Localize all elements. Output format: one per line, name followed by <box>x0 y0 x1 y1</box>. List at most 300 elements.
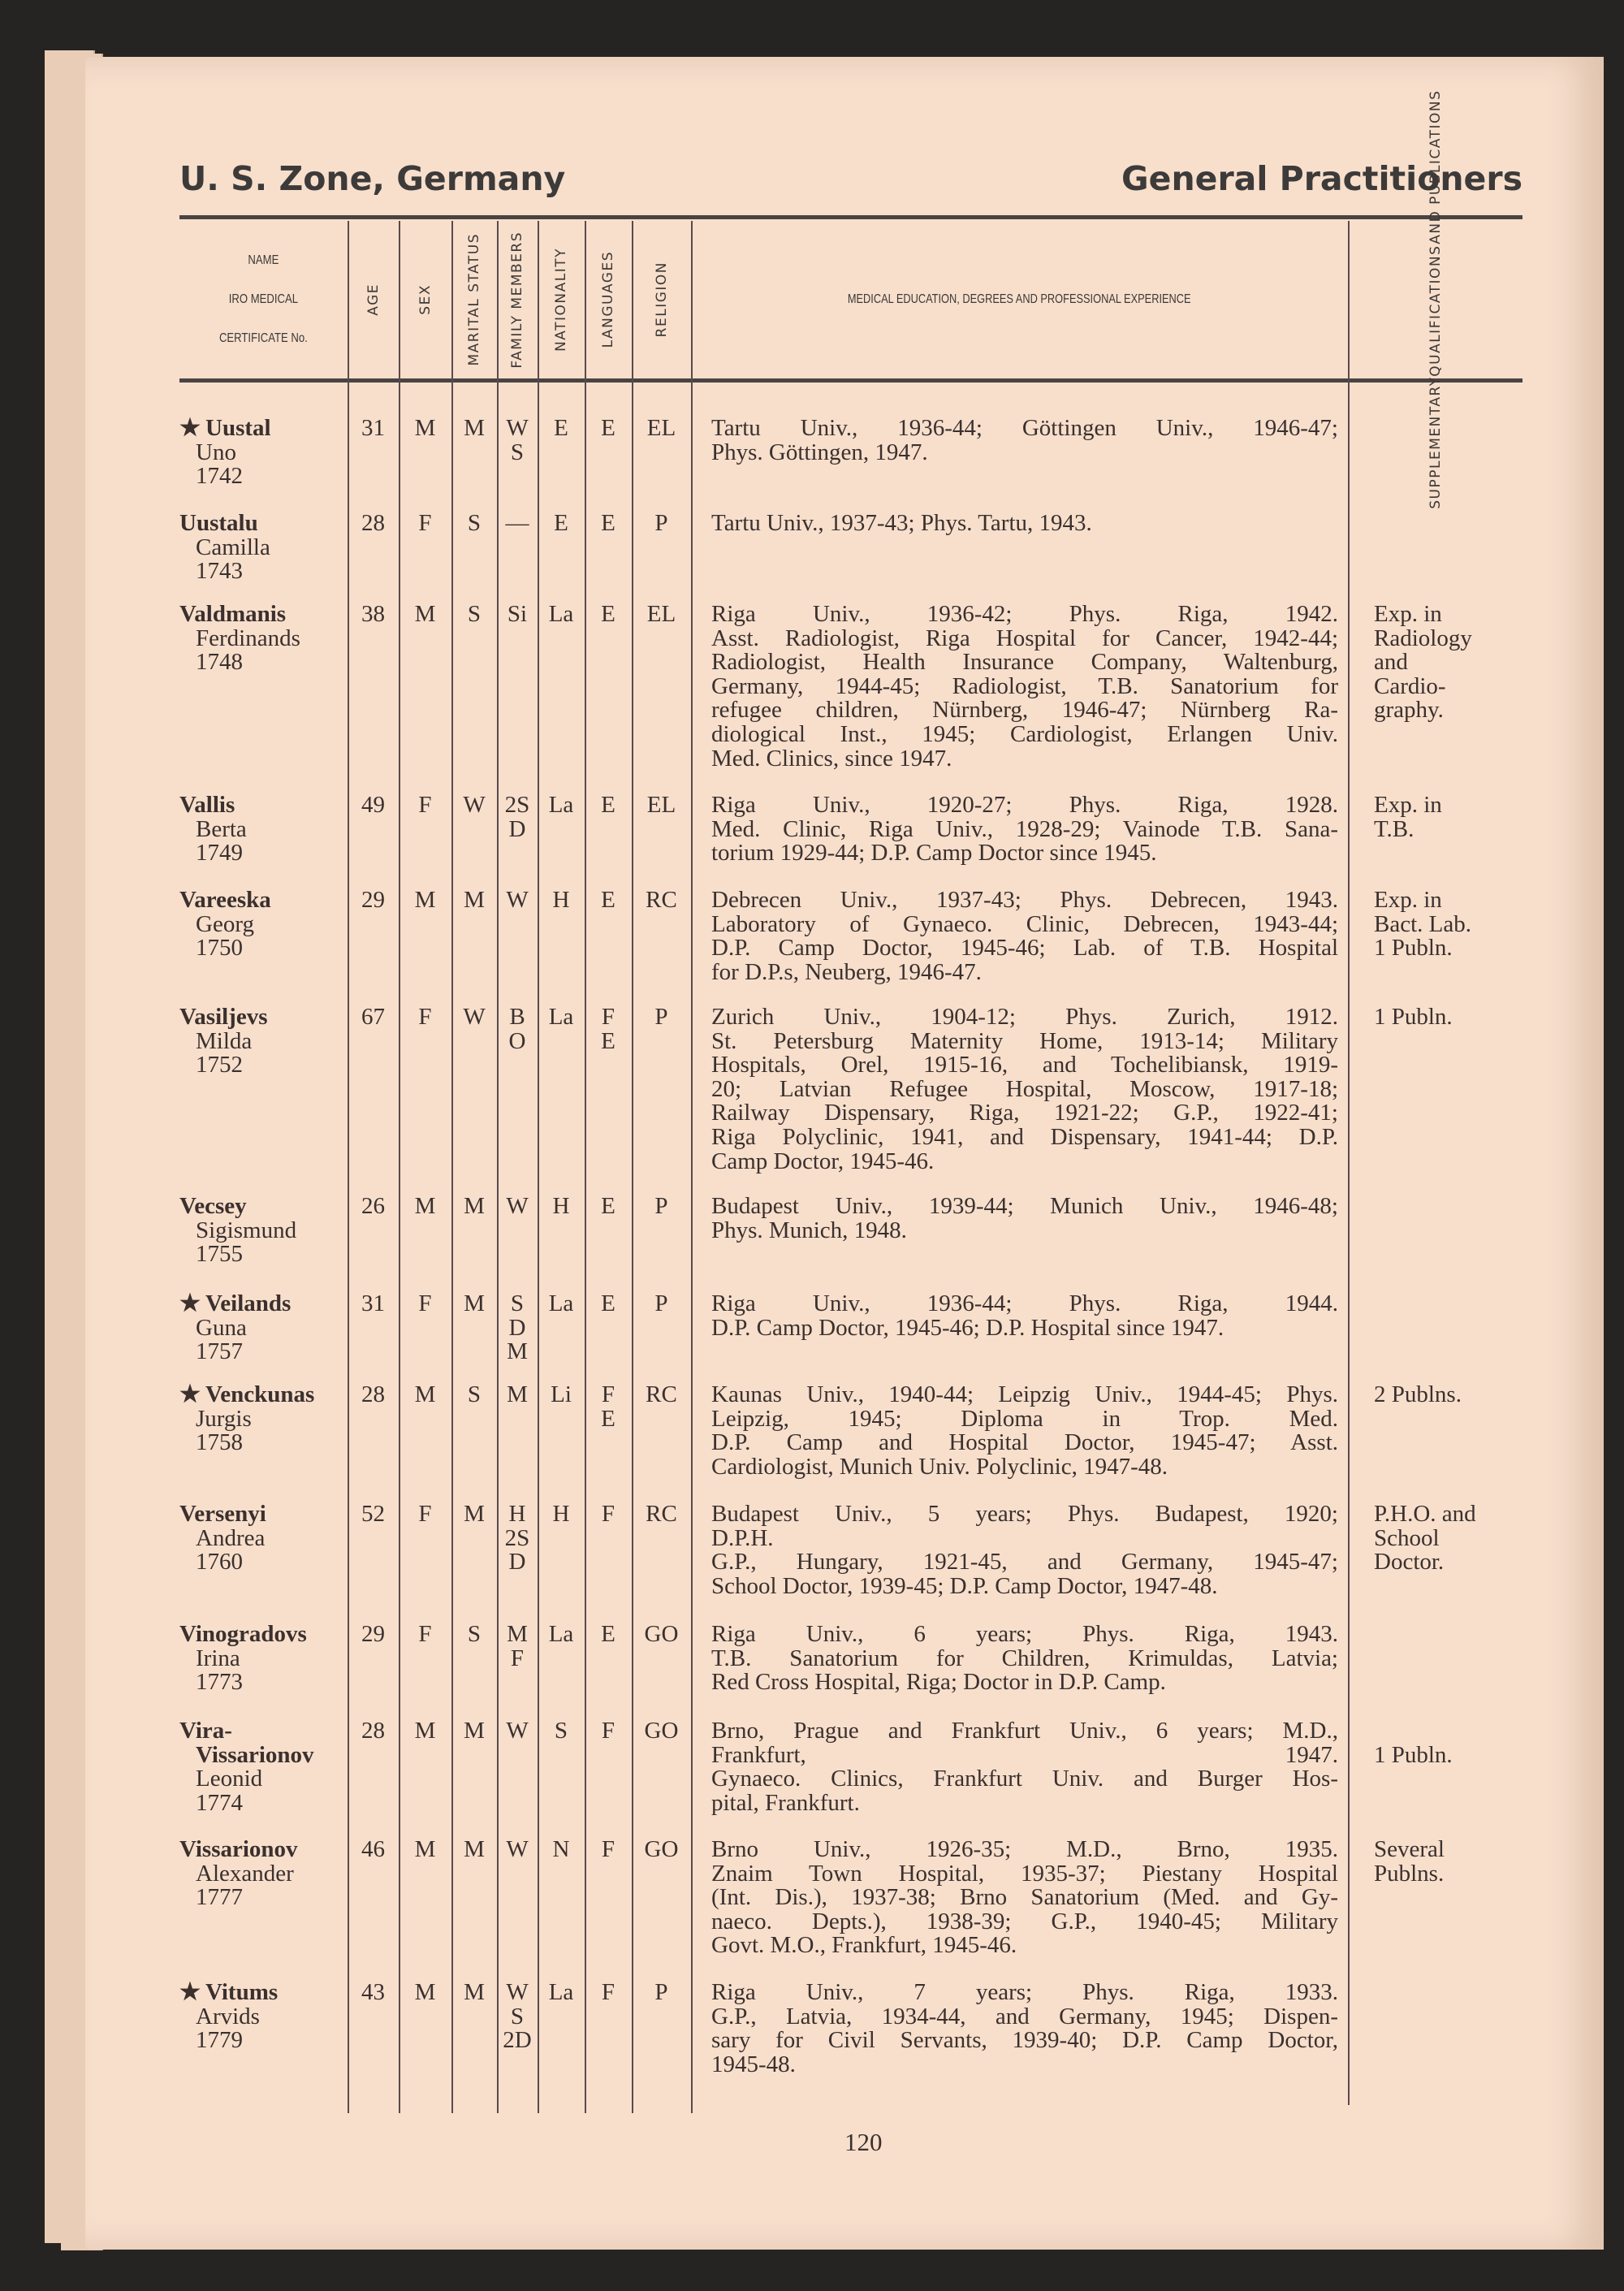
age-value: 26 <box>361 1193 385 1219</box>
supplementary-line: 1 Publn. <box>1374 1004 1453 1030</box>
name-cell <box>179 1005 348 1078</box>
nationality-cell <box>538 1623 585 1647</box>
experience-line: Germany, 1944-45; Radiologist, T.B. Sanatorium for <box>711 672 1338 699</box>
column-divider <box>538 221 539 2113</box>
given-name: Guna <box>196 1314 247 1341</box>
family-value: W <box>506 1193 529 1219</box>
supplementary-cell <box>1374 888 1520 961</box>
nationality-value: La <box>548 601 574 627</box>
experience-line: Riga Univ., 1936-42; Phys. Riga, 1942. <box>711 601 1338 627</box>
name-cell <box>179 1383 348 1455</box>
family-cell <box>497 1292 538 1364</box>
surname <box>179 1838 348 1862</box>
experience-line: Budapest Univ., 5 years; Phys. Budapest, 1920; <box>711 1501 1338 1527</box>
family-value: D <box>508 815 526 842</box>
age-value: 46 <box>361 1836 385 1862</box>
given-name: Sigismund <box>196 1217 297 1243</box>
religion-value: RC <box>646 1381 677 1407</box>
surname <box>179 512 348 536</box>
languages-value: F <box>601 1718 615 1744</box>
sex-value: M <box>414 1381 436 1407</box>
languages-cell <box>585 1981 632 2005</box>
col-header-name-line: CERTIFICATE No. <box>219 331 308 345</box>
sex-cell <box>399 1838 451 1862</box>
surname-text: Veilands <box>205 1290 292 1316</box>
age-value: 28 <box>361 1381 385 1407</box>
given-name: Alexander <box>196 1860 294 1887</box>
age-cell <box>348 1838 399 1862</box>
religion-cell <box>632 1502 691 1527</box>
experience-line: Riga Polyclinic, 1941, and Dispensary, 1941-44; D.P. <box>711 1123 1338 1150</box>
sex-cell <box>399 1623 451 1647</box>
languages-cell <box>585 512 632 536</box>
religion-value: GO <box>644 1718 679 1744</box>
surname-text: Vissarionov <box>179 1836 298 1862</box>
languages-value: E <box>601 887 615 913</box>
nationality-cell <box>538 1981 585 2005</box>
sex-value: F <box>418 792 432 818</box>
religion-value: EL <box>646 792 676 818</box>
sex-cell <box>399 1005 451 1030</box>
sex-cell <box>399 1195 451 1219</box>
age-value: 67 <box>361 1004 385 1030</box>
family-value: — <box>505 510 529 536</box>
certificate-number: 1748 <box>196 649 243 676</box>
age-value: 29 <box>361 887 385 913</box>
column-divider <box>632 221 633 2113</box>
religion-cell <box>632 417 691 441</box>
certificate-number: 1760 <box>196 1549 243 1576</box>
surname <box>179 1005 348 1030</box>
marital-cell <box>451 793 497 818</box>
col-header-nationality: NATIONALITY <box>553 248 569 352</box>
sex-cell <box>399 793 451 818</box>
surname-text: Venckunas <box>205 1381 315 1407</box>
given-name: Jurgis <box>196 1405 252 1432</box>
supplementary-cell <box>1374 603 1520 723</box>
experience-line: D.P. Camp Doctor, 1945-46; D.P. Hospital since 1947. <box>711 1314 1224 1341</box>
religion-cell <box>632 1838 691 1862</box>
religion-cell <box>632 1383 691 1407</box>
sex-cell <box>399 1383 451 1407</box>
header-left-title: U. S. Zone, Germany <box>179 159 566 198</box>
sex-value: F <box>418 1501 432 1527</box>
certificate-number: 1773 <box>196 1669 243 1696</box>
sex-value: M <box>414 1836 436 1862</box>
sex-value: M <box>414 1193 436 1219</box>
marital-value: M <box>464 1836 485 1862</box>
sex-cell <box>399 1502 451 1527</box>
experience-line: pital, Frankfurt. <box>711 1789 860 1816</box>
religion-value: P <box>654 1979 668 2005</box>
nationality-value: La <box>548 1979 574 2005</box>
languages-value: E <box>601 415 615 441</box>
name-cell <box>179 1719 348 1815</box>
supplementary-line: Cardio- <box>1374 672 1446 699</box>
age-cell <box>348 1005 399 1030</box>
experience-line: Hospitals, Orel, 1915-16, and Tochelibiansk, 1919- <box>711 1052 1338 1078</box>
supplementary-line: 1 Publn. <box>1374 935 1453 962</box>
surname-text: Vira- <box>179 1718 232 1744</box>
surname-text: Vasiljevs <box>179 1004 268 1030</box>
supplementary-line: T.B. <box>1374 815 1415 842</box>
nationality-cell <box>538 1383 585 1407</box>
sex-cell <box>399 603 451 627</box>
surname <box>179 888 348 913</box>
surname <box>179 1719 348 1744</box>
languages-cell <box>585 1005 632 1053</box>
family-value: O <box>508 1027 526 1054</box>
star-icon: ★ <box>179 1381 201 1407</box>
certificate-number: 1758 <box>196 1429 243 1456</box>
name-cell <box>179 603 348 675</box>
experience-line: torium 1929-44; D.P. Camp Doctor since 1945. <box>711 840 1157 867</box>
experience-line: Kaunas Univ., 1940-44; Leipzig Univ., 1944-45; Phys. <box>711 1381 1338 1407</box>
family-value: W <box>506 1836 529 1862</box>
surname <box>179 1502 348 1527</box>
religion-value: EL <box>646 601 676 627</box>
family-value: M <box>507 1338 528 1365</box>
religion-value: GO <box>644 1621 679 1647</box>
experience-line: Leipzig, 1945; Diploma in Trop. Med. <box>711 1405 1338 1432</box>
marital-cell <box>451 1383 497 1407</box>
surname <box>179 603 348 627</box>
column-divider <box>497 221 499 2113</box>
age-cell <box>348 603 399 627</box>
name-cell <box>179 512 348 584</box>
family-cell <box>497 1623 538 1671</box>
nationality-cell <box>538 1195 585 1219</box>
nationality-cell <box>538 1292 585 1316</box>
experience-line: diological Inst., 1945; Cardiologist, Erlangen Univ. <box>711 720 1338 747</box>
supplementary-line: Exp. in <box>1374 792 1442 818</box>
family-cell <box>497 1502 538 1575</box>
marital-value: M <box>464 1979 485 2005</box>
marital-value: M <box>464 1290 485 1316</box>
experience-line: Tartu Univ., 1937-43; Phys. Tartu, 1943. <box>711 510 1092 536</box>
star-icon: ★ <box>179 415 201 441</box>
experience-line: Radiologist, Health Insurance Company, Waltenburg, <box>711 649 1338 676</box>
col-header-religion: RELIGION <box>653 262 670 338</box>
nationality-cell <box>538 793 585 818</box>
marital-cell <box>451 888 497 913</box>
family-value: M <box>507 1381 528 1407</box>
supplementary-line: 2 Publns. <box>1374 1381 1462 1407</box>
religion-cell <box>632 512 691 536</box>
age-value: 49 <box>361 792 385 818</box>
religion-cell <box>632 888 691 913</box>
experience-cell <box>711 1981 1338 2077</box>
languages-value: F <box>601 1004 615 1030</box>
family-cell <box>497 417 538 465</box>
sex-cell <box>399 512 451 536</box>
family-value: W <box>506 1979 529 2005</box>
marital-value: M <box>464 887 485 913</box>
experience-line: Gynaeco. Clinics, Frankfurt Univ. and Burger Hos- <box>711 1766 1338 1792</box>
languages-cell <box>585 1719 632 1744</box>
experience-cell <box>711 1005 1338 1174</box>
name-cell <box>179 417 348 489</box>
col-header-name <box>179 221 348 378</box>
supplementary-cell <box>1374 1005 1520 1030</box>
given-name: Ferdinands <box>196 625 300 651</box>
certificate-number: 1743 <box>196 558 243 585</box>
marital-cell <box>451 1195 497 1219</box>
surname <box>179 1383 348 1407</box>
age-value: 43 <box>361 1979 385 2005</box>
marital-value: W <box>463 792 486 818</box>
nationality-value: E <box>554 510 568 536</box>
marital-value: S <box>467 601 482 627</box>
experience-line: naeco. Depts.), 1938-39; G.P., 1940-45; Military <box>711 1908 1338 1934</box>
age-cell <box>348 1719 399 1744</box>
sex-value: F <box>418 1290 432 1316</box>
supplementary-line: graphy. <box>1374 697 1444 724</box>
languages-cell <box>585 1383 632 1431</box>
nationality-value: E <box>554 415 568 441</box>
sex-value: F <box>418 510 432 536</box>
column-divider <box>585 221 586 2113</box>
family-cell <box>497 1981 538 2053</box>
experience-cell <box>711 1383 1338 1479</box>
languages-value: E <box>601 1405 615 1432</box>
name-cell <box>179 1292 348 1364</box>
supplementary-line: Publns. <box>1374 1860 1445 1887</box>
marital-value: M <box>464 1193 485 1219</box>
age-cell <box>348 1195 399 1219</box>
name-cell <box>179 888 348 961</box>
family-value: D <box>508 1314 526 1341</box>
surname-text: Vinogradovs <box>179 1621 307 1647</box>
age-value: 29 <box>361 1621 385 1647</box>
experience-line: Tartu Univ., 1936-44; Göttingen Univ., 1946-47; <box>711 415 1338 441</box>
name-cell <box>179 1623 348 1695</box>
age-value: 52 <box>361 1501 385 1527</box>
family-value: S <box>510 1290 525 1316</box>
given-name: Leonid <box>196 1766 263 1792</box>
experience-line: Brno Univ., 1926-35; M.D., Brno, 1935. <box>711 1836 1338 1862</box>
given-name: Uno <box>196 439 236 465</box>
languages-value: E <box>601 792 615 818</box>
languages-value: F <box>601 1979 615 2005</box>
given-name: Berta <box>196 815 247 842</box>
marital-cell <box>451 603 497 627</box>
surname-text: Vitums <box>205 1979 279 2005</box>
experience-line: Med. Clinics, since 1947. <box>711 745 952 772</box>
marital-cell <box>451 1981 497 2005</box>
col-header-languages: LANGUAGES <box>600 251 616 348</box>
given-name: Irina <box>196 1645 240 1671</box>
col-header-supplementary: SUPPLEMENTARY QUALIFICATIONS AND PUBLICATIONS <box>1427 90 1444 509</box>
given-name: Georg <box>196 910 254 937</box>
languages-value: F <box>601 1501 615 1527</box>
marital-value: S <box>467 1621 482 1647</box>
nationality-cell <box>538 603 585 627</box>
experience-line: Med. Clinic, Riga Univ., 1928-29; Vainode T.B. Sana- <box>711 815 1338 842</box>
languages-cell <box>585 793 632 818</box>
age-cell <box>348 512 399 536</box>
supplementary-line: Radiology <box>1374 625 1472 651</box>
star-icon: ★ <box>179 1979 201 2005</box>
col-header-name-line: IRO MEDICAL <box>228 292 299 306</box>
experience-line: Brno, Prague and Frankfurt Univ., 6 years; M.D., <box>711 1718 1338 1744</box>
age-cell <box>348 1502 399 1527</box>
certificate-number: 1777 <box>196 1884 243 1911</box>
surname <box>179 417 348 441</box>
languages-cell <box>585 1502 632 1527</box>
experience-line: Zurich Univ., 1904-12; Phys. Zurich, 1912. <box>711 1004 1338 1030</box>
languages-cell <box>585 603 632 627</box>
family-value: 2S <box>504 1524 530 1551</box>
religion-cell <box>632 1195 691 1219</box>
certificate-number: 1750 <box>196 935 243 962</box>
col-header-name-line: NAME <box>248 253 279 267</box>
nationality-value: Li <box>551 1381 572 1407</box>
religion-cell <box>632 1005 691 1030</box>
languages-value: E <box>601 601 615 627</box>
languages-value: E <box>601 1621 615 1647</box>
supplementary-cell <box>1374 1502 1520 1575</box>
languages-cell <box>585 1838 632 1862</box>
marital-cell <box>451 1623 497 1647</box>
experience-line: Laboratory of Gynaeco. Clinic, Debrecen, 1943-44; <box>711 910 1338 937</box>
nationality-value: La <box>548 1621 574 1647</box>
col-header-sex: SEX <box>417 284 434 315</box>
religion-value: RC <box>646 887 677 913</box>
sex-value: M <box>414 1979 436 2005</box>
nationality-value: La <box>548 1004 574 1030</box>
certificate-number: 1742 <box>196 463 243 490</box>
top-rule <box>179 215 1522 219</box>
experience-line: refugee children, Nürnberg, 1946-47; Nürnberg Ra- <box>711 697 1338 724</box>
experience-line: 20; Latvian Refugee Hospital, Moscow, 1917-18; <box>711 1075 1338 1102</box>
page-number: 120 <box>844 2128 883 2156</box>
religion-value: P <box>654 1004 668 1030</box>
age-cell <box>348 1981 399 2005</box>
header-bottom-rule <box>179 378 1522 383</box>
religion-value: P <box>654 1193 668 1219</box>
experience-cell <box>711 1502 1338 1598</box>
languages-cell <box>585 417 632 441</box>
surname-continued: Vissarionov <box>196 1741 314 1768</box>
experience-line: T.B. Sanatorium for Children, Krimuldas, Latvia; <box>711 1645 1338 1671</box>
languages-cell <box>585 888 632 913</box>
nationality-value: H <box>552 887 570 913</box>
experience-line: Cardiologist, Munich Univ. Polyclinic, 1947-48. <box>711 1453 1168 1480</box>
religion-cell <box>632 1719 691 1744</box>
experience-line: Debrecen Univ., 1937-43; Phys. Debrecen, 1943. <box>711 887 1338 913</box>
family-cell <box>497 1195 538 1219</box>
family-cell <box>497 1838 538 1862</box>
supplementary-line: P.H.O. and <box>1374 1501 1476 1527</box>
surname-text: Uustalu <box>179 510 258 536</box>
experience-line: sary for Civil Servants, 1939-40; D.P. Camp Doctor, <box>711 2027 1338 2054</box>
experience-line: Phys. Munich, 1948. <box>711 1217 907 1243</box>
nationality-value: La <box>548 1290 574 1316</box>
experience-line: D.P. Camp and Hospital Doctor, 1945-47; Asst. <box>711 1429 1338 1456</box>
column-divider <box>1348 221 1350 2105</box>
languages-value: E <box>601 1027 615 1054</box>
experience-line: Phys. Göttingen, 1947. <box>711 439 928 465</box>
religion-cell <box>632 1981 691 2005</box>
supplementary-cell <box>1374 793 1520 841</box>
experience-line: D.P.H. <box>711 1524 774 1551</box>
family-cell <box>497 793 538 841</box>
surname <box>179 793 348 818</box>
marital-cell <box>451 1292 497 1316</box>
experience-cell <box>711 1195 1338 1243</box>
nationality-cell <box>538 1005 585 1030</box>
marital-cell <box>451 512 497 536</box>
column-divider <box>348 221 349 2113</box>
marital-cell <box>451 1719 497 1744</box>
religion-value: EL <box>646 415 676 441</box>
sex-cell <box>399 417 451 441</box>
nationality-value: H <box>552 1501 570 1527</box>
supplementary-line: Exp. in <box>1374 887 1442 913</box>
sex-cell <box>399 1719 451 1744</box>
family-value: M <box>507 1621 528 1647</box>
languages-value: E <box>601 1290 615 1316</box>
nationality-cell <box>538 888 585 913</box>
given-name: Arvids <box>196 2003 260 2029</box>
supplementary-cell <box>1374 1838 1520 1886</box>
supplementary-line: 1 Publn. <box>1374 1741 1453 1768</box>
surname-text: Uustal <box>205 415 271 441</box>
surname-text: Vareeska <box>179 887 271 913</box>
experience-line: Budapest Univ., 1939-44; Munich Univ., 1946-48; <box>711 1193 1338 1219</box>
supplementary-line: and <box>1374 649 1408 676</box>
marital-value: M <box>464 1718 485 1744</box>
languages-cell <box>585 1623 632 1647</box>
surname-text: Valdmanis <box>179 601 287 627</box>
family-value: W <box>506 1718 529 1744</box>
experience-cell <box>711 1719 1338 1815</box>
experience-cell <box>711 888 1338 984</box>
surname <box>179 1981 348 2005</box>
experience-line: G.P., Hungary, 1921-45, and Germany, 1945-47; <box>711 1549 1338 1576</box>
nationality-value: S <box>554 1718 568 1744</box>
experience-line: St. Petersburg Maternity Home, 1913-14; Military <box>711 1027 1338 1054</box>
nationality-cell <box>538 1502 585 1527</box>
experience-line: Riga Univ., 1920-27; Phys. Riga, 1928. <box>711 792 1338 818</box>
age-value: 28 <box>361 510 385 536</box>
nationality-cell <box>538 417 585 441</box>
experience-line: (Int. Dis.), 1937-38; Brno Sanatorium (Med. and Gy- <box>711 1884 1338 1911</box>
age-cell <box>348 793 399 818</box>
family-value: F <box>510 1645 525 1671</box>
age-value: 38 <box>361 601 385 627</box>
experience-cell <box>711 793 1338 866</box>
marital-cell <box>451 1502 497 1527</box>
family-cell <box>497 603 538 627</box>
supplementary-line: Several <box>1374 1836 1445 1862</box>
sex-cell <box>399 1292 451 1316</box>
family-cell <box>497 888 538 913</box>
marital-value: M <box>464 1501 485 1527</box>
religion-cell <box>632 1623 691 1647</box>
age-cell <box>348 1292 399 1316</box>
marital-value: M <box>464 415 485 441</box>
col-header-marital-status: MARITAL STATUS <box>466 233 482 366</box>
family-value: S <box>510 439 525 465</box>
age-cell <box>348 417 399 441</box>
certificate-number: 1752 <box>196 1052 243 1078</box>
family-value: D <box>508 1549 526 1576</box>
sex-value: M <box>414 1718 436 1744</box>
religion-cell <box>632 793 691 818</box>
name-cell <box>179 1195 348 1267</box>
